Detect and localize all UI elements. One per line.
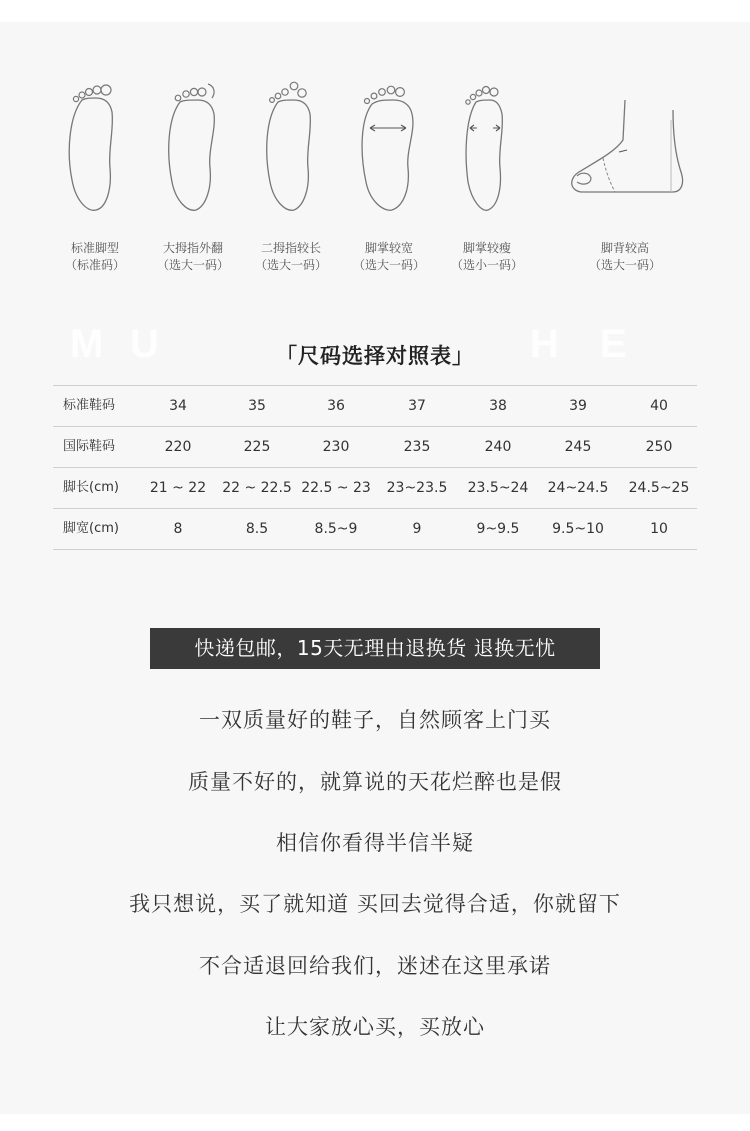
table-row <box>53 386 697 427</box>
table-cell: 21 ~ 22 <box>149 480 207 496</box>
foot-type-bunion <box>138 80 248 290</box>
promise-line: 我只想说，买了就知道 买回去觉得合适，你就留下 <box>129 892 621 916</box>
promise-line: 让大家放心买，买放心 <box>265 1015 485 1039</box>
table-cell: 9 <box>412 521 422 537</box>
foot-type-name: 脚掌较宽 <box>364 241 413 255</box>
foot-thin-icon <box>452 80 522 215</box>
table-cell: 24~24.5 <box>547 480 609 496</box>
promise-line: 质量不好的，就算说的天花烂醉也是假 <box>188 770 562 794</box>
row-header: 国际鞋码 <box>63 439 116 454</box>
table-row <box>53 509 697 550</box>
table-cell: 8.5 <box>245 521 269 537</box>
table-cell: 250 <box>645 439 673 455</box>
foot-type-name: 二拇指较长 <box>260 241 321 255</box>
foot-type-advice: （选大一码） <box>352 258 425 272</box>
table-cell: 40 <box>650 398 668 414</box>
table-cell: 8.5~9 <box>314 521 358 537</box>
table-row <box>53 427 697 468</box>
table-cell: 36 <box>327 398 345 414</box>
table-row <box>53 468 697 509</box>
watermark-letter: U <box>130 322 187 366</box>
table-cell: 22 ~ 22.5 <box>222 480 292 496</box>
size-chart-title: 「尺码选择对照表」 <box>276 344 474 368</box>
foot-type-advice: （选小一码） <box>450 258 523 272</box>
table-cell: 38 <box>489 398 507 414</box>
promise-line: 一双质量好的鞋子，自然顾客上门买 <box>199 708 551 732</box>
table-cell: 34 <box>169 398 187 414</box>
table-cell: 225 <box>243 439 271 455</box>
foot-standard-icon <box>60 80 130 215</box>
foot-type-high-instep <box>555 80 695 290</box>
watermark-letter: M <box>70 322 132 366</box>
foot-type-wide <box>334 80 444 290</box>
row-header: 标准鞋码 <box>63 398 116 413</box>
foot-types-row <box>40 80 720 290</box>
watermark-letter: H <box>530 322 587 366</box>
table-cell: 37 <box>408 398 426 414</box>
foot-type-advice: （选大一码） <box>156 258 229 272</box>
row-header: 脚长(cm) <box>63 480 119 495</box>
watermark-letter: E <box>600 322 655 366</box>
table-cell: 39 <box>569 398 587 414</box>
foot-type-name: 大拇指外翻 <box>162 241 223 255</box>
table-cell: 9~9.5 <box>476 521 520 537</box>
foot-bunion-icon <box>158 80 228 215</box>
table-cell: 23.5~24 <box>467 480 529 496</box>
foot-type-name: 脚掌较瘦 <box>462 241 511 255</box>
table-cell: 23~23.5 <box>386 480 448 496</box>
table-cell: 8 <box>173 521 183 537</box>
foot-long-toe-icon <box>256 80 326 215</box>
foot-wide-icon <box>354 80 424 215</box>
table-cell: 22.5 ~ 23 <box>301 480 371 496</box>
table-cell: 24.5~25 <box>628 480 690 496</box>
foot-type-long-second-toe <box>236 80 346 290</box>
table-cell: 230 <box>322 439 350 455</box>
table-cell: 235 <box>403 439 431 455</box>
table-cell: 9.5~10 <box>552 521 604 537</box>
foot-high-instep-icon <box>555 80 695 215</box>
promise-line: 不合适退回给我们，迷述在这里承诺 <box>199 954 551 978</box>
size-table <box>53 385 697 550</box>
table-cell: 35 <box>248 398 266 414</box>
foot-type-advice: （选大一码） <box>254 258 327 272</box>
table-cell: 245 <box>564 439 592 455</box>
foot-type-name: 标准脚型 <box>70 241 119 255</box>
row-header: 脚宽(cm) <box>63 521 119 536</box>
foot-type-standard <box>40 80 150 290</box>
foot-type-advice: （标准码） <box>64 258 125 272</box>
table-cell: 220 <box>164 439 192 455</box>
foot-type-name: 脚背较高 <box>600 241 649 255</box>
promise-line: 相信你看得半信半疑 <box>276 831 474 855</box>
foot-type-thin <box>432 80 542 290</box>
shipping-return-banner: 快递包邮，15天无理由退换货 退换无忧 <box>150 628 600 669</box>
foot-type-advice: （选大一码） <box>588 258 661 272</box>
table-cell: 240 <box>484 439 512 455</box>
table-cell: 10 <box>650 521 668 537</box>
